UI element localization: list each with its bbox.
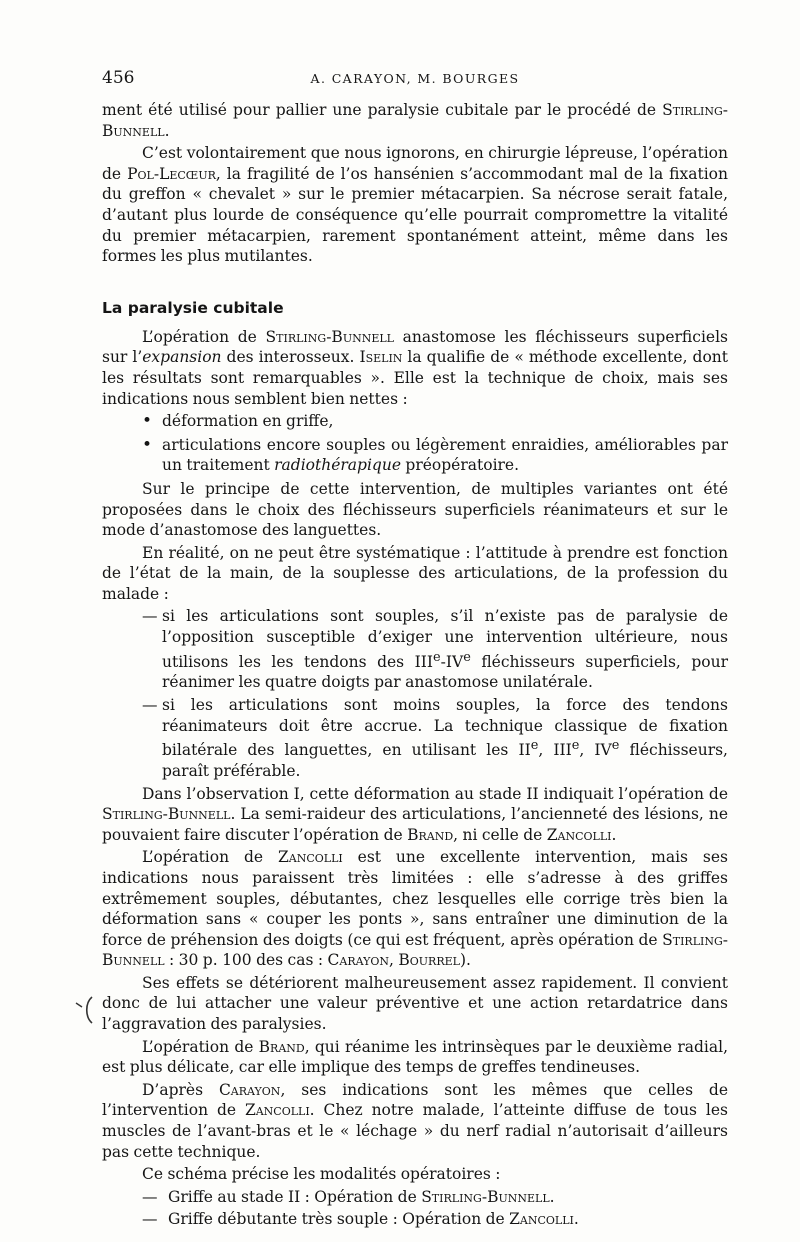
text-run: . [549,1187,555,1206]
text-run: articulations encore souples ou légèrement enraidies, améliorables par un traitement [162,435,728,475]
text-run: Dans l’observation I, cette déformation au stade II indiquait l’opération de [142,784,728,803]
section-paragraph-9 [102,1164,728,1185]
small-caps-name: Pol-Lecœur [127,164,216,183]
small-caps-name: Zancolli [278,848,343,867]
text-run: En réalité, on ne peut être systématique : l’attitude à prendre est fonction de l’état de la main, de la souplesse des articulations, de la profession du malade : [102,543,728,603]
section-paragraph-3 [102,543,728,605]
small-caps-name: Brand [407,825,454,844]
text-run: , III [538,741,572,760]
text-run: ment été utilisé pour pallier une paralysie cubitale par le procédé de [102,101,663,119]
bullet-item [102,411,728,432]
ordinal-superscript: e [463,649,471,665]
page-number: 456 [102,68,135,88]
text-run: . [573,1210,579,1229]
text-run: si les articulations sont moins souples, la force des tendons réanimateurs doit être accrue. La technique classique de fixation bilatérale des languettes, en utilisant les II [162,696,728,760]
text-run: est une excellente intervention, mais ses indications nous paraissent très limitées : elle s’adresse à des griffes extrêmement souples, débutantes, chez lesquelles elle corrige très bien la déformation sans « couper les ponts », sans entraîner une diminution de la force de préhension des doigts (ce qui est fréquent, après opération de [102,848,728,949]
dash-item [102,695,728,782]
text-run: L’opération de [142,848,279,867]
scheme-dash-list [102,1187,728,1230]
small-caps-name: Carayon [327,951,390,970]
technique-dash-list [102,606,728,781]
intro-paragraph-1 [102,100,728,141]
text-run: ). [459,951,471,970]
text-run: Ce schéma précise les modalités opératoires : [142,1165,501,1184]
scheme-item [102,1187,728,1208]
ordinal-superscript: e [571,738,580,754]
text-run: déformation en griffe, [162,412,334,431]
small-caps-name: Iselin [359,348,403,367]
section-paragraph-7 [102,1037,728,1078]
text-run: , la fragilité de l’os hansénien s’accommodant mal de la fixation du greffon « chevalet » sur le premier métacarpien. Sa nécrose serait fatale, d’autant plus lourde de conséquence qu’elle pourrait compromettre la vitalité du premier métacarpien, rarement spontanément atteint, même dans les formes les plus mutilantes. [102,164,728,266]
small-caps-name: Zancolli [546,825,612,844]
section-paragraph-6 [102,973,728,1035]
text-run: Griffe débutante très souple : Opération de [168,1210,510,1229]
page [102,68,728,1232]
text-run: . Chez notre malade, l’atteinte diffuse de tous les muscles de l’avant-bras et le « léchage » du nerf radial n’autorisait d’ailleurs pas cette technique. [102,1101,728,1161]
text-run: D’après [142,1080,219,1099]
text-run: , [389,951,399,970]
section-paragraph-5 [102,847,728,971]
text-run: préopératoire. [401,456,520,475]
small-caps-name: Stirling-Bunnell [421,1187,550,1206]
bullet-item [102,435,728,476]
text-run: Griffe au stade II : Opération de [168,1187,422,1206]
text-run: L’opération de [142,327,266,346]
small-caps-name: Stirling-Bunnell [102,101,728,140]
text-run: : 30 p. 100 des cas : [164,951,328,970]
small-caps-name: Stirling-Bunnell [102,805,231,824]
section-paragraph-2 [102,479,728,541]
section-paragraph-8 [102,1080,728,1162]
ordinal-superscript: e [611,738,620,754]
italic-term: radiothérapique [274,456,401,475]
text-run: Ses effets se détériorent malheureusement assez rapidement. Il convient donc de lui attacher une valeur préventive et une action retardatrice dans l’aggravation des paralysies. [102,973,728,1034]
intro-paragraph-2 [102,143,728,267]
small-caps-name: Bourrel [398,951,460,970]
text-run: , ses indications sont les mêmes que celles de l’intervention de [102,1080,729,1120]
handwritten-margin-bracket-icon [70,993,98,1027]
indication-bullet-list [102,411,728,476]
text-run: L’opération de [142,1037,259,1056]
text-run: , qui réanime les intrinsèques par le deuxième radial, est plus délicate, car elle implique des temps de greffes tendineuses. [102,1037,728,1077]
text-run: . La semi-raideur des articulations, l’ancienneté des lésions, ne pouvaient faire discuter l’opération de [102,805,728,844]
text-run: fléchisseurs, paraît préférable. [162,741,728,780]
text-run: C’est volontairement que nous ignorons, en chirurgie lépreuse, l’opération de [102,144,728,183]
section-paragraph-1 [102,327,728,409]
small-caps-name: Zancolli [244,1101,310,1120]
small-caps-name: Brand [258,1037,305,1056]
ordinal-superscript: e [433,649,441,665]
text-run: , IV [579,741,612,760]
small-caps-name: Stirling-Bunnell [265,327,394,346]
small-caps-name: Zancolli [509,1210,574,1229]
text-run: anastomose les fléchisseurs superficiels sur l’ [102,327,728,367]
text-run: des interosseux. [221,348,360,367]
text-run: . [611,825,617,844]
dash-item [102,606,728,693]
text-run: si les articulations sont souples, s’il n’existe pas de paralysie de l’opposition susceptible d’exiger une intervention ultérieure, nous utilisons les les tendons des III [162,607,728,671]
ordinal-superscript: e [530,738,539,754]
section-heading: La paralysie cubitale [102,298,284,317]
section-paragraph-4 [102,784,728,846]
italic-term: expansion [142,348,222,367]
text-run: fléchisseurs superficiels, pour réanimer les quatre doigts par anastomose unilatérale. [162,652,728,692]
scheme-item [102,1209,728,1230]
text-run: . [164,121,170,140]
text-run: Sur le principe de cette intervention, de multiples variantes ont été proposées dans le choix des fléchisseurs superficiels réanimateurs et sur le mode d’anastomose des languettes. [102,479,728,540]
small-caps-name: Carayon [218,1080,281,1099]
text-run: la qualifie de « méthode excellente, dont les résultats sont remarquables ». Elle est la technique de choix, mais ses indications nous semblent bien nettes : [102,348,728,408]
small-caps-name: Stirling-Bunnell [102,930,728,970]
text-run: -IV [440,652,464,671]
text-run: , ni celle de [453,825,547,844]
running-head [102,68,728,94]
running-head-authors: A. CARAYON, M. BOURGES [310,71,520,86]
